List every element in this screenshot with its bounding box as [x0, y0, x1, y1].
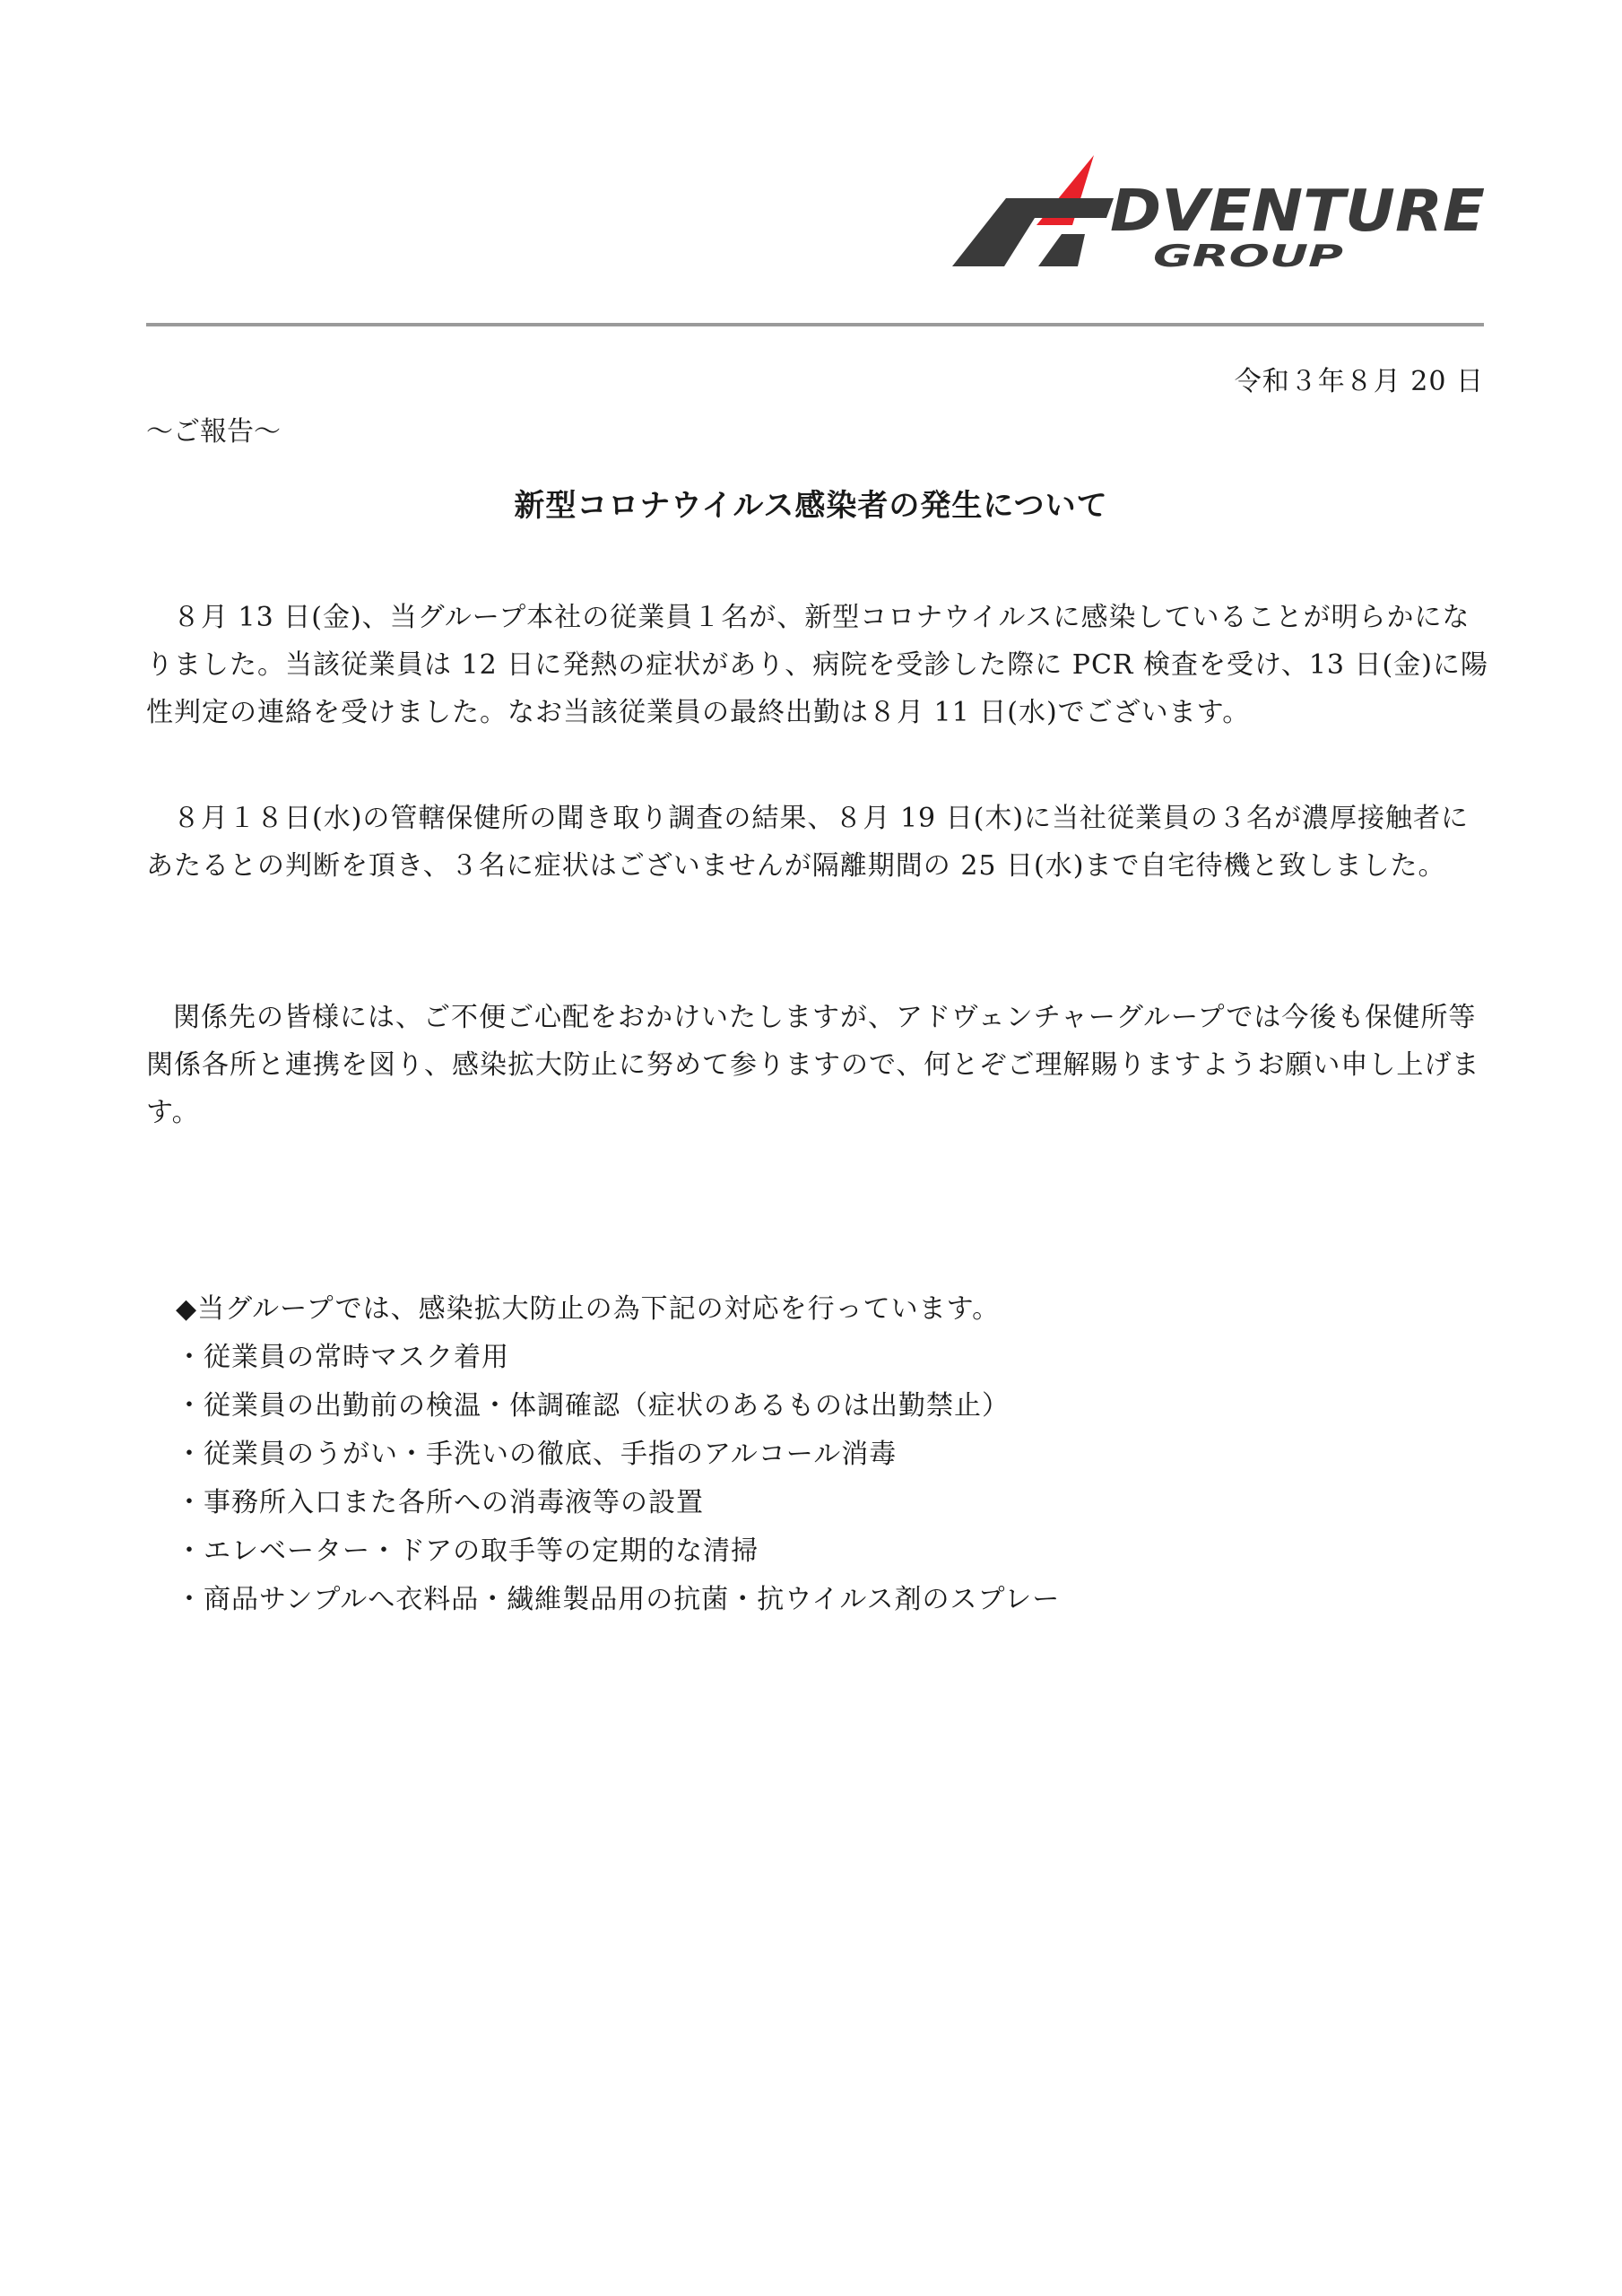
report-label: 〜ご報告〜	[146, 416, 281, 448]
list-item: ・従業員の出勤前の検温・体調確認（症状のあるものは出勤禁止）	[176, 1390, 1010, 1422]
measures-section	[176, 1285, 1341, 1624]
measures-heading: ◆当グループでは、感染拡大防止の為下記の対応を行っています。	[176, 1293, 1001, 1325]
list-item: ・商品サンプルへ衣料品・繊維製品用の抗菌・抗ウイルス剤のスプレー	[176, 1584, 1061, 1615]
paragraph-text: ８月１８日(水)の管轄保健所の聞き取り調査の結果、８月 19 日(木)に当社従業員の３名が濃厚接触者にあたるとの判断を頂き、３名に症状はございませんが隔離期間の 25 日(水)まで自宅待機と致しました。	[146, 803, 1470, 882]
document-date: 令和３年８月 20 日	[1234, 366, 1484, 397]
list-item: ・エレベーター・ドアの取手等の定期的な清掃	[176, 1535, 759, 1567]
list-item: ・事務所入口また各所への消毒液等の設置	[176, 1487, 704, 1518]
logo-a-shape-icon	[952, 198, 1114, 266]
body-paragraph-3	[146, 994, 1491, 1136]
header-divider	[146, 323, 1484, 326]
list-item: ・従業員のうがい・手洗いの徹底、手指のアルコール消毒	[176, 1439, 898, 1470]
logo-main-text: DVENTURE	[1110, 178, 1485, 245]
company-logo	[950, 148, 1497, 283]
paragraph-text: 関係先の皆様には、ご不便ご心配をおかけいたしますが、アドヴェンチャーグループでは今後も保健所等関係各所と連携を図り、感染拡大防止に努めて参りますので、何とぞご理解賜りますようお願い申し上げます。	[146, 1002, 1480, 1128]
body-paragraph-1	[146, 594, 1491, 736]
logo-sub-text: GROUP	[1153, 239, 1344, 274]
measures-list	[176, 1334, 1341, 1624]
paragraph-text: ８月 13 日(金)、当グループ本社の従業員１名が、新型コロナウイルスに感染していることが明らかになりました。当該従業員は 12 日に発熱の症状があり、病院を受診した際に PCR 検査を受け、13 日(金)に陽性判定の連絡を受けました。なお当該従業員の最終出勤は８月 11 日(水)でございます。	[146, 602, 1488, 728]
page-title: 新型コロナウイルス感染者の発生について	[514, 488, 1108, 524]
body-paragraph-2	[146, 795, 1491, 890]
list-item: ・従業員の常時マスク着用	[176, 1342, 509, 1373]
